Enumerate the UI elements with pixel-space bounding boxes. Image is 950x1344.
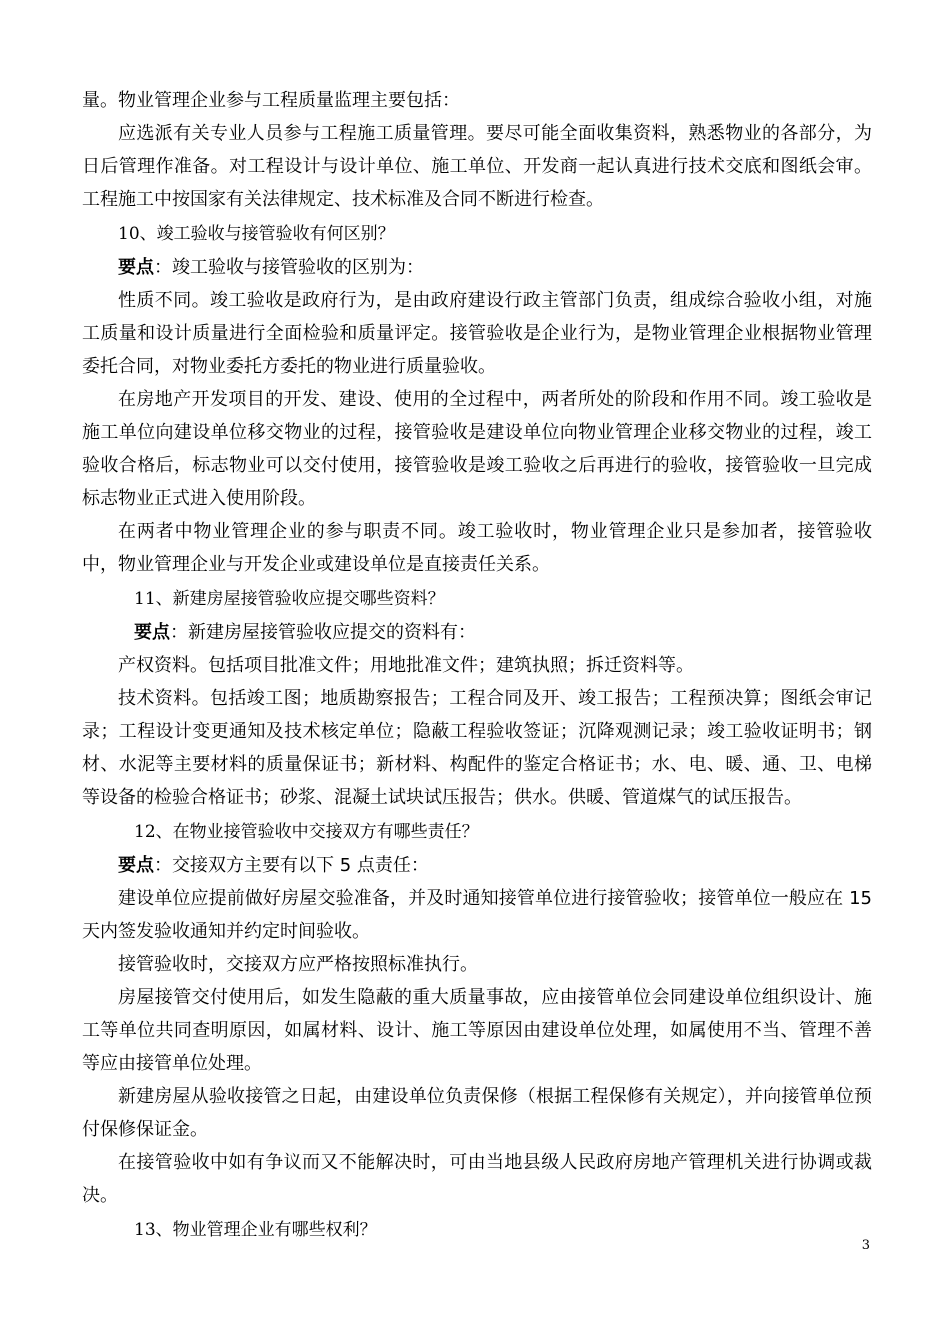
keypoint-label: 要点 xyxy=(118,257,154,278)
q12-paragraph-3: 房屋接管交付使用后，如发生隐蔽的重大质量事故，应由接管单位会同建设单位组织设计、施工等单位共同查明原因，如属材料、设计、施工等原因由建设单位处理，如属使用不当、管理不善等应由接管单位处理。 xyxy=(82,987,872,1074)
question-11: 11、新建房屋接管验收应提交哪些资料？ xyxy=(134,589,445,609)
q12-paragraph-2: 接管验收时，交接双方应严格按照标准执行。 xyxy=(118,954,478,975)
q12-paragraph-4: 新建房屋从验收接管之日起，由建设单位负责保修（根据工程保修有关规定），并向接管单位预付保修保证金。 xyxy=(82,1086,872,1140)
q10-paragraph-1: 性质不同。竣工验收是政府行为，是由政府建设行政主管部门负责，组成综合验收小组，对施工质量和设计质量进行全面检验和质量评定。接管验收是企业行为，是物业管理企业根据物业管理委托合同，对物业委托方委托的物业进行质量验收。 xyxy=(82,290,872,377)
q11-paragraph-2: 技术资料。包括竣工图；地质勘察报告；工程合同及开、竣工报告；工程预决算；图纸会审记录；工程设计变更通知及技术核定单位；隐蔽工程验收签证；沉降观测记录；竣工验收证明书；钢材、水泥等主要材料的质量保证书；新材料、构配件的鉴定合格证书；水、电、暖、通、卫、电梯等设备的检验合格证书；砂浆、混凝土试块试压报告；供水。供暖、管道煤气的试压报告。 xyxy=(82,688,872,808)
keypoint-label: 要点 xyxy=(118,855,154,876)
keypoint-text: ：新建房屋接管验收应提交的资料有： xyxy=(170,622,476,643)
page-number: 3 xyxy=(861,1238,870,1253)
document-page xyxy=(82,84,872,1247)
keypoint-10 xyxy=(82,251,872,284)
question-12: 12、在物业接管验收中交接双方有哪些责任？ xyxy=(134,822,479,842)
question-10: 10、竣工验收与接管验收有何区别？ xyxy=(118,224,395,244)
keypoint-text: ：交接双方主要有以下 5 点责任： xyxy=(154,855,429,876)
keypoint-11 xyxy=(82,616,872,649)
question-13: 13、物业管理企业有哪些权利？ xyxy=(134,1220,377,1240)
q10-paragraph-3: 在两者中物业管理企业的参与职责不同。竣工验收时，物业管理企业只是参加者，接管验收中，物业管理企业与开发企业或建设单位是直接责任关系。 xyxy=(82,521,872,575)
keypoint-text: ：竣工验收与接管验收的区别为： xyxy=(154,257,424,278)
keypoint-12 xyxy=(82,849,872,882)
intro-paragraph-2: 应选派有关专业人员参与工程施工质量管理。要尽可能全面收集资料，熟悉物业的各部分，为日后管理作准备。对工程设计与设计单位、施工单位、开发商一起认真进行技术交底和图纸会审。工程施工中按国家有关法律规定、技术标准及合同不断进行检查。 xyxy=(82,123,872,210)
q12-paragraph-5: 在接管验收中如有争议而又不能解决时，可由当地县级人民政府房地产管理机关进行协调或裁决。 xyxy=(82,1152,872,1206)
keypoint-label: 要点 xyxy=(134,622,170,643)
q12-paragraph-1: 建设单位应提前做好房屋交验准备，并及时通知接管单位进行接管验收；接管单位一般应在 15 天内签发验收通知并约定时间验收。 xyxy=(82,888,872,942)
q11-paragraph-1: 产权资料。包括项目批准文件；用地批准文件；建筑执照；拆迁资料等。 xyxy=(118,655,694,676)
intro-paragraph-1: 量。物业管理企业参与工程质量监理主要包括： xyxy=(82,90,460,111)
q10-paragraph-2: 在房地产开发项目的开发、建设、使用的全过程中，两者所处的阶段和作用不同。竣工验收是施工单位向建设单位移交物业的过程，接管验收是建设单位向物业管理企业移交物业的过程，竣工验收合格后，标志物业可以交付使用，接管验收是竣工验收之后再进行的验收，接管验收一旦完成标志物业正式进入使用阶段。 xyxy=(82,389,872,509)
